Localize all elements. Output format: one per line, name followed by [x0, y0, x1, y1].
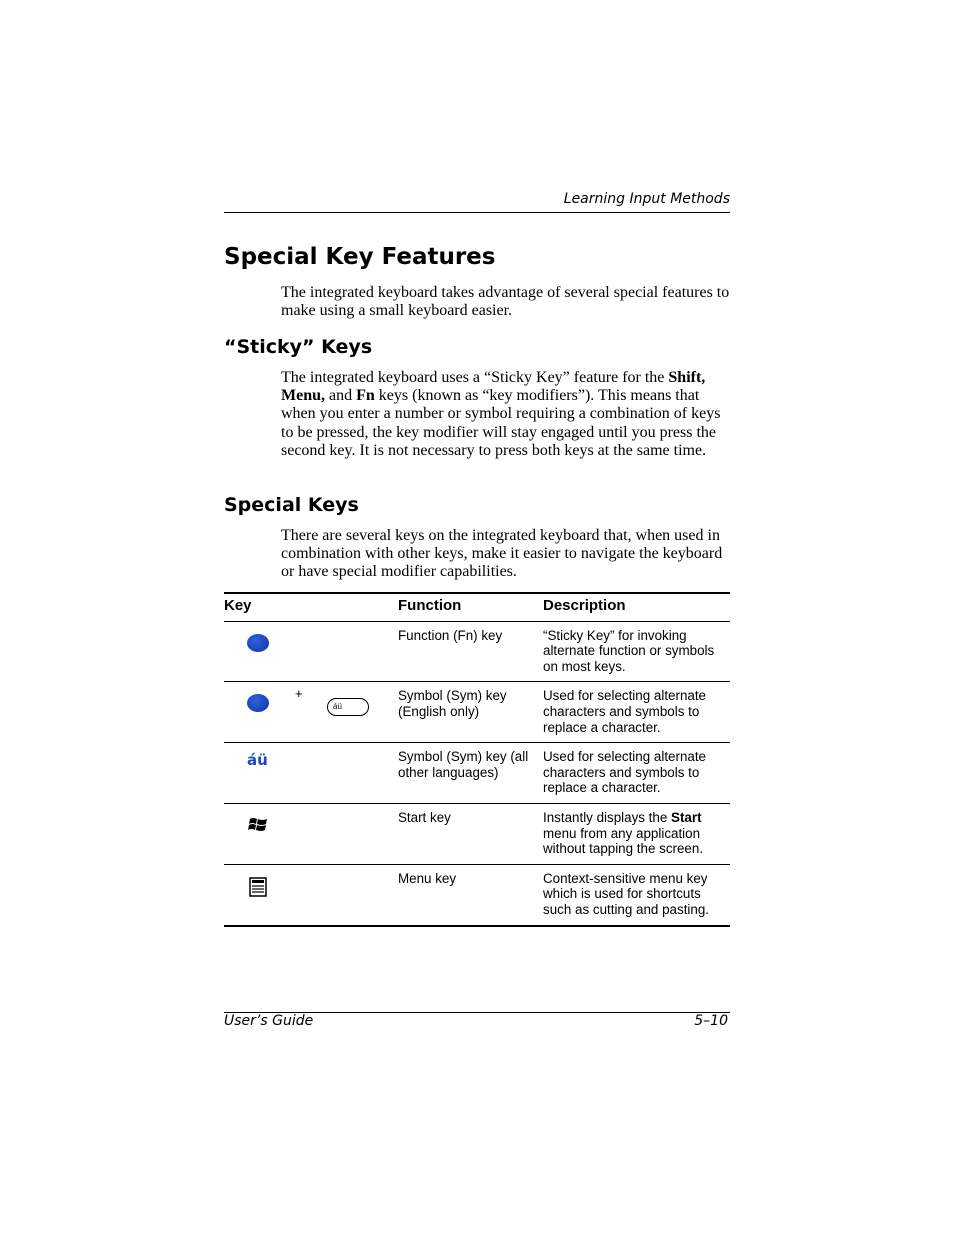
special-keys-table [224, 592, 730, 927]
running-header: Learning Input Methods [563, 191, 730, 207]
table-row [224, 621, 730, 682]
symbol-key-icon: áü [247, 751, 268, 770]
table-row [224, 682, 730, 743]
table-row [224, 864, 730, 925]
key-cell [224, 743, 398, 804]
function-cell: Menu key [398, 864, 543, 925]
blue-dot-icon [247, 634, 269, 652]
header-description: Description [543, 593, 730, 621]
bold-menu: Menu, [281, 387, 325, 405]
function-cell: Function (Fn) key [398, 621, 543, 682]
table-row [224, 803, 730, 864]
page-number: 5–10 [694, 1013, 728, 1029]
key-cell [224, 803, 398, 864]
key-cell [224, 682, 398, 743]
plus-sign: + [295, 686, 303, 702]
sticky-keys-paragraph [281, 369, 733, 460]
sticky-text-3: keys (known as “key modifiers”). This means that when you enter a number or symbol requiring a combination of keys to be pressed, the key modifier will stay engaged until you press the second key. It is not necessary to press both keys at the same time. [281, 387, 721, 459]
header-rule [224, 212, 730, 213]
header-key: Key [224, 593, 398, 621]
menu-key-icon [249, 877, 267, 897]
description-text-1: Instantly displays the [543, 809, 672, 825]
function-cell: Start key [398, 803, 543, 864]
description-text-2: menu from any application without tapping the screen. [543, 825, 704, 857]
key-cell [224, 621, 398, 682]
bold-shift: Shift, [668, 369, 706, 386]
description-cell: Used for selecting alternate characters and symbols to replace a character. [543, 743, 730, 804]
description-cell: Used for selecting alternate characters and symbols to replace a character. [543, 682, 730, 743]
footer-title: User’s Guide [224, 1013, 314, 1029]
intro-paragraph: The integrated keyboard takes advantage of several special features to make using a small keyboard easier. [281, 284, 730, 320]
bold-fn: Fn [356, 387, 375, 405]
description-cell: Context-sensitive menu key which is used for shortcuts such as cutting and pasting. [543, 864, 730, 925]
page-title: Special Key Features [224, 244, 496, 270]
function-cell: Symbol (Sym) key (English only) [398, 682, 543, 743]
table-header-row [224, 593, 730, 621]
special-keys-heading: Special Keys [224, 494, 359, 516]
table-row [224, 743, 730, 804]
key-cell [224, 864, 398, 925]
blue-dot-icon [247, 694, 269, 712]
description-cell [543, 803, 730, 864]
header-function: Function [398, 593, 543, 621]
sticky-text-2: and [325, 387, 357, 405]
description-bold-start: Start [671, 809, 702, 825]
sticky-keys-heading: “Sticky” Keys [224, 336, 373, 358]
special-keys-paragraph: There are several keys on the integrated keyboard that, when used in combination with other keys, make it easier to navigate the keyboard or have special modifier capabilities. [281, 527, 723, 581]
function-cell: Symbol (Sym) key (all other languages) [398, 743, 543, 804]
description-cell: “Sticky Key” for invoking alternate function or symbols on most keys. [543, 621, 730, 682]
windows-start-icon [247, 816, 269, 834]
sym-key-icon: áü [327, 698, 369, 716]
sticky-text-1: The integrated keyboard uses a “Sticky Key” feature for the [281, 369, 669, 386]
